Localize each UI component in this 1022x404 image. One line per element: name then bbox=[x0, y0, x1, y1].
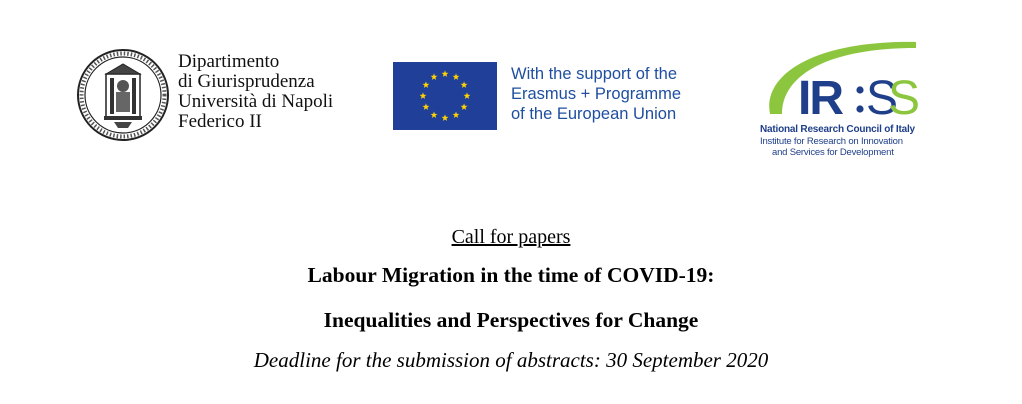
eu-support-line: of the European Union bbox=[511, 105, 677, 123]
title-line-1: Labour Migration in the time of COVID-19: bbox=[307, 263, 715, 287]
eu-support-line: Erasmus + Programme bbox=[511, 85, 682, 103]
irss-line: and Services for Development bbox=[772, 147, 894, 158]
irss-line: National Research Council of Italy bbox=[760, 124, 915, 135]
deadline-text: Deadline for the submission of abstracts: 30 September 2020 bbox=[253, 348, 769, 372]
eu-support-text bbox=[511, 64, 681, 124]
university-line: Dipartimento bbox=[178, 51, 280, 72]
eu-flag-icon bbox=[393, 62, 497, 130]
university-seal-icon bbox=[76, 48, 170, 142]
header bbox=[0, 0, 1022, 175]
call-for-papers-label: Call for papers bbox=[451, 226, 571, 248]
call-for-papers-heading bbox=[0, 226, 1022, 249]
eu-support-line: With the support of the bbox=[511, 65, 678, 83]
university-line: Federico II bbox=[178, 111, 262, 132]
title-line-2: Inequalities and Perspectives for Change bbox=[323, 308, 699, 332]
svg-text:S: S bbox=[888, 72, 917, 122]
irss-logo-icon bbox=[756, 34, 922, 122]
svg-text:S: S bbox=[866, 72, 895, 122]
svg-text:IR: IR bbox=[798, 72, 842, 122]
university-line: di Giurisprudenza bbox=[178, 71, 315, 92]
university-name bbox=[178, 52, 333, 132]
irss-institute-text bbox=[760, 124, 915, 158]
irss-line: Institute for Research on Innovation bbox=[760, 136, 903, 147]
university-line: Università di Napoli bbox=[178, 91, 334, 112]
